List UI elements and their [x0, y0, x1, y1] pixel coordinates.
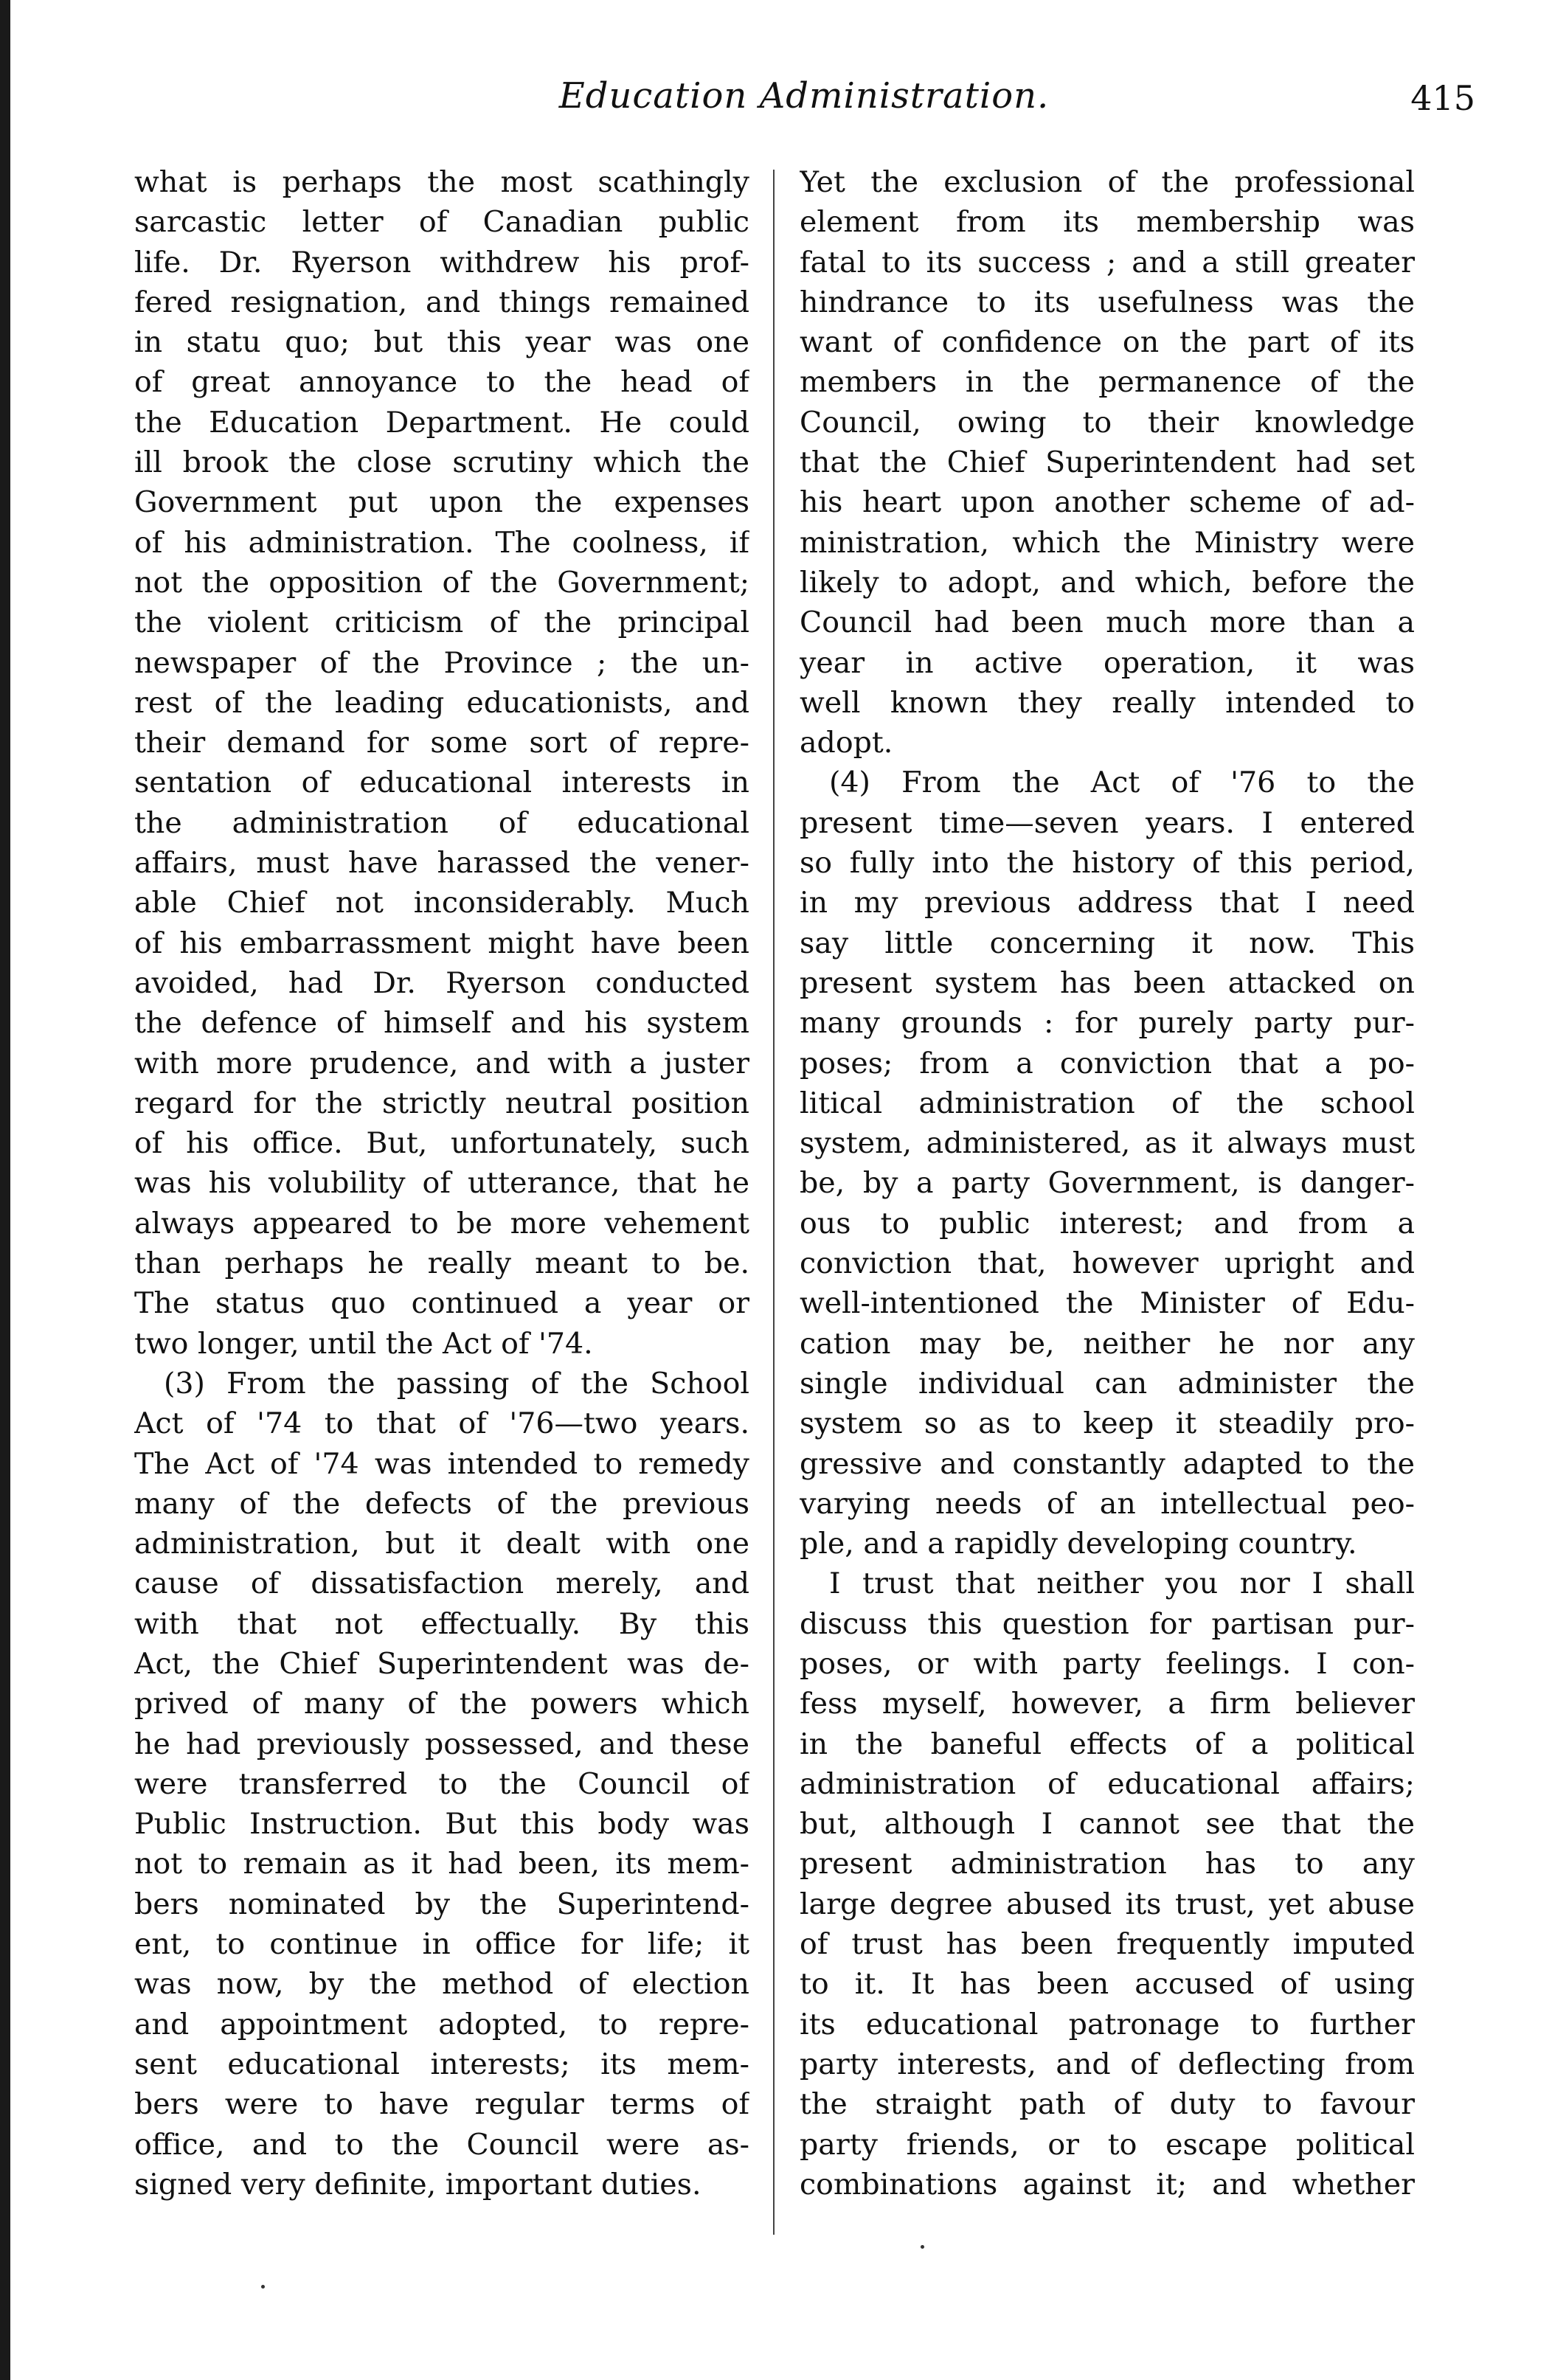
text-line: say little concerning it now. This: [800, 926, 1415, 960]
text-line: bers nominated by the Superintend-: [134, 1887, 749, 1921]
text-line: party interests, and of deflecting from: [800, 2047, 1415, 2081]
scan-edge: [0, 0, 10, 2380]
page-number: 415: [1410, 78, 1475, 118]
text-line: were transferred to the Council of: [134, 1766, 749, 1801]
text-line: many of the defects of the previous: [134, 1486, 749, 1521]
text-line: conviction that, however upright and: [800, 1246, 1415, 1281]
text-line: two longer, until the Act of '74.: [134, 1326, 593, 1361]
text-line: Council, owing to their knowledge: [800, 405, 1415, 440]
text-line: the administration of educational: [134, 805, 749, 840]
column-divider: [773, 170, 775, 2235]
text-line: (4) From the Act of '76 to the: [829, 766, 1415, 800]
text-line: administration of educational affairs;: [800, 1766, 1415, 1801]
text-line: Council had been much more than a: [800, 606, 1415, 640]
text-line: Government put upon the expenses: [134, 485, 749, 520]
text-line: combinations against it; and whether: [800, 2167, 1415, 2202]
text-line: so fully into the history of this period,: [800, 846, 1415, 881]
text-line: element from its membership was: [800, 205, 1415, 240]
text-line: of his office. But, unfortunately, such: [134, 1126, 749, 1161]
text-line: avoided, had Dr. Ryerson conducted: [134, 965, 749, 1000]
text-line: ill brook the close scrutiny which the: [134, 445, 749, 480]
text-line: signed very definite, important duties.: [134, 2167, 701, 2202]
text-line: office, and to the Council were as-: [134, 2127, 749, 2162]
text-line: but, although I cannot see that the: [800, 1807, 1415, 1842]
text-line: well known they really intended to: [800, 685, 1415, 720]
text-line: that the Chief Superintendent had set: [800, 445, 1415, 480]
text-line: fatal to its success ; and a still greater: [800, 245, 1415, 280]
scan-speck: [921, 2245, 924, 2249]
text-line: sentation of educational interests in: [134, 766, 749, 800]
text-line: adopt.: [800, 726, 893, 760]
text-line: to it. It has been accused of using: [800, 1967, 1415, 2002]
text-line: newspaper of the Province ; the un-: [134, 645, 749, 680]
text-line: his heart upon another scheme of ad-: [800, 485, 1415, 520]
text-line: cause of dissatisfaction merely, and: [134, 1567, 749, 1601]
text-line: with that not effectually. By this: [134, 1606, 749, 1641]
text-line: large degree abused its trust, yet abuse: [800, 1887, 1415, 1921]
text-line: discuss this question for partisan pur-: [800, 1606, 1415, 1641]
text-line: Public Instruction. But this body was: [134, 1807, 749, 1842]
text-line: was now, by the method of election: [134, 1967, 749, 2002]
text-line: want of confidence on the part of its: [800, 325, 1415, 360]
page-header: [133, 75, 1475, 134]
text-line: fered resignation, and things remained: [134, 285, 749, 319]
text-line: poses, or with party feelings. I con-: [800, 1646, 1415, 1681]
text-line: I trust that neither you nor I shall: [829, 1567, 1415, 1601]
text-line: prived of many of the powers which: [134, 1687, 749, 1721]
text-line: be, by a party Government, is danger-: [800, 1166, 1415, 1201]
text-line: affairs, must have harassed the vener-: [134, 846, 749, 881]
text-line: of trust has been frequently imputed: [800, 1927, 1415, 1962]
text-line: the violent criticism of the principal: [134, 606, 749, 640]
text-line: (3) From the passing of the School: [164, 1366, 749, 1401]
text-line: system so as to keep it steadily pro-: [800, 1406, 1415, 1441]
text-line: system, administered, as it always must: [800, 1126, 1415, 1161]
text-line: able Chief not inconsiderably. Much: [134, 886, 749, 920]
text-line: bers were to have regular terms of: [134, 2087, 749, 2122]
text-line: sent educational interests; its mem-: [134, 2047, 749, 2081]
text-line: year in active operation, it was: [800, 645, 1415, 680]
text-line: than perhaps he really meant to be.: [134, 1246, 749, 1281]
text-line: with more prudence, and with a juster: [134, 1046, 749, 1080]
text-line: ous to public interest; and from a: [800, 1206, 1415, 1241]
text-line: in the baneful effects of a political: [800, 1727, 1415, 1761]
text-line: life. Dr. Ryerson withdrew his prof-: [134, 245, 749, 280]
text-line: and appointment adopted, to repre-: [134, 2007, 749, 2041]
text-line: hindrance to its usefulness was the: [800, 285, 1415, 319]
text-line: party friends, or to escape political: [800, 2127, 1415, 2162]
text-line: the defence of himself and his system: [134, 1006, 749, 1041]
text-line: what is perhaps the most scathingly: [134, 165, 749, 199]
right-column: [800, 162, 1415, 2204]
text-line: of great annoyance to the head of: [134, 365, 749, 400]
text-line: the straight path of duty to favour: [800, 2087, 1415, 2122]
text-line: in my previous address that I need: [800, 886, 1415, 920]
text-line: likely to adopt, and which, before the: [800, 565, 1415, 600]
text-line: members in the permanence of the: [800, 365, 1415, 400]
text-line: present time—seven years. I entered: [800, 805, 1415, 840]
text-line: was his volubility of utterance, that he: [134, 1166, 749, 1201]
text-line: he had previously possessed, and these: [134, 1727, 749, 1761]
text-line: Act of '74 to that of '76—two years.: [134, 1406, 749, 1441]
text-line: regard for the strictly neutral position: [134, 1086, 749, 1120]
text-line: cation may be, neither he nor any: [800, 1326, 1415, 1361]
text-line: varying needs of an intellectual peo-: [800, 1486, 1415, 1521]
scan-speck: [261, 2285, 265, 2289]
text-line: ent, to continue in office for life; it: [134, 1927, 749, 1962]
text-line: always appeared to be more vehement: [134, 1206, 749, 1241]
text-line: administration, but it dealt with one: [134, 1527, 749, 1561]
text-line: many grounds : for purely party pur-: [800, 1006, 1415, 1041]
text-line: gressive and constantly adapted to the: [800, 1446, 1415, 1481]
left-column: [134, 162, 749, 2204]
text-line: single individual can administer the: [800, 1366, 1415, 1401]
text-line: The status quo continued a year or: [134, 1286, 749, 1321]
text-line: ple, and a rapidly developing country.: [800, 1527, 1357, 1561]
text-line: poses; from a conviction that a po-: [800, 1046, 1415, 1080]
text-line: litical administration of the school: [800, 1086, 1415, 1120]
text-line: ministration, which the Ministry were: [800, 525, 1415, 560]
text-line: present system has been attacked on: [800, 965, 1415, 1000]
text-line: well-intentioned the Minister of Edu-: [800, 1286, 1415, 1321]
text-line: sarcastic letter of Canadian public: [134, 205, 749, 240]
text-line: fess myself, however, a firm believer: [800, 1687, 1415, 1721]
text-line: the Education Department. He could: [134, 405, 749, 440]
running-title: Education Administration.: [558, 75, 1050, 117]
text-line: not the opposition of the Government;: [134, 565, 749, 600]
text-line: Yet the exclusion of the professional: [800, 165, 1415, 199]
text-line: its educational patronage to further: [800, 2007, 1415, 2041]
text-line: present administration has to any: [800, 1847, 1415, 1881]
text-line: Act, the Chief Superintendent was de-: [134, 1646, 749, 1681]
text-line: The Act of '74 was intended to remedy: [134, 1446, 749, 1481]
text-line: in statu quo; but this year was one: [134, 325, 749, 360]
text-line: not to remain as it had been, its mem-: [134, 1847, 749, 1881]
text-line: of his embarrassment might have been: [134, 926, 749, 960]
text-line: rest of the leading educationists, and: [134, 685, 749, 720]
text-line: of his administration. The coolness, if: [134, 525, 749, 560]
text-line: their demand for some sort of repre-: [134, 726, 749, 760]
